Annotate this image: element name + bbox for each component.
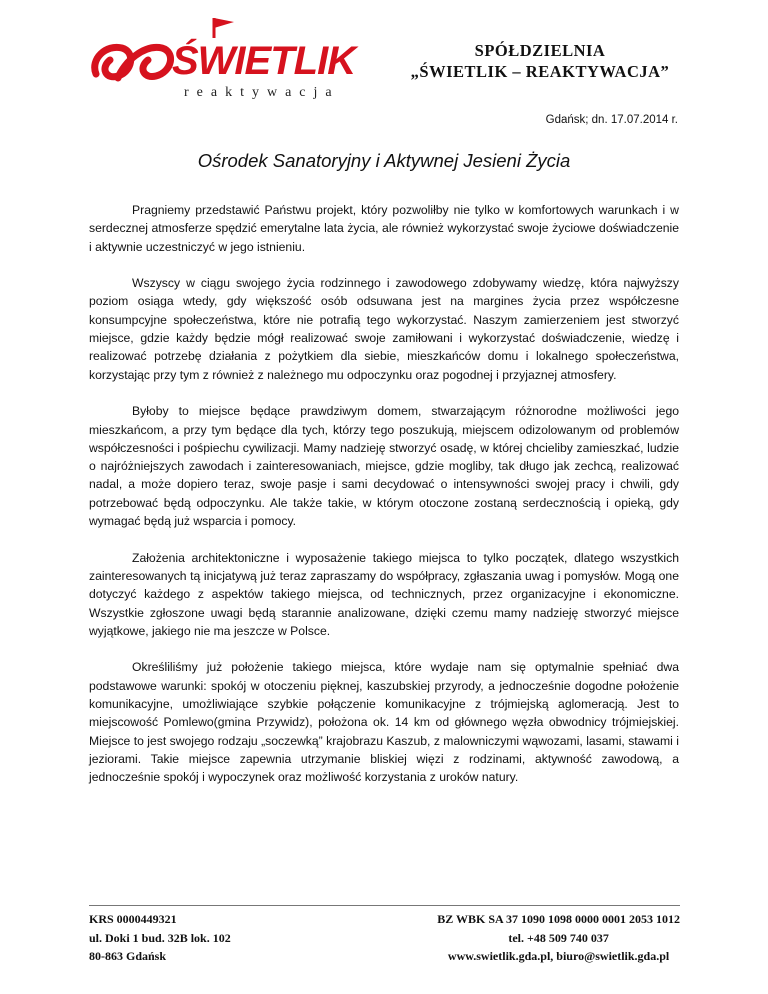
logo-brand-text: ŚWIETLIK [172, 39, 356, 83]
letter-date: Gdańsk; dn. 17.07.2014 r. [545, 114, 678, 126]
flag-icon [214, 18, 234, 38]
footer-bank-account: BZ WBK SA 37 1090 1098 0000 0001 2053 1012 [437, 912, 680, 926]
paragraph: Określiliśmy już położenie takiego miejsca, które wydaje nam się optymalnie spełniać dwa podstawowe warunki: spokój w otoczeniu pięknej, kaszubskiej przyrody, a jednocześnie dogodne położenie komunikacyjne, umożliwiające szybkie połączenie komunikacyjne z trójmiejską aglomeracją. Jest to miejscowość Pomlewo(gmina Przywidz), położona ok. 14 km od głównego węzła obwodnicy trójmiejskiej. Miejsce to jest swojego rodzaju „soczewką” krajobrazu Kaszub, z malowniczymi wąwozami, lasami, stawami i jeziorami. Takie miejsce zapewnia utrzymanie bliskiej więzi z rodzinami, aktywność zawodową, a jednocześnie spokój i wypoczynek oraz możliwość korzystania z uroków natury. [89, 660, 679, 785]
footer-registration-info [89, 910, 231, 966]
footer-divider [89, 905, 680, 906]
footer-krs: KRS 0000449321 [89, 912, 177, 926]
paragraph: Wszyscy w ciągu swojego życia rodzinnego i zawodowego zdobywamy wiedzę, która najwyższy poziom osiąga wtedy, gdy większość osób odsuwana jest na margines życia przez współczesne konsumpcyjne społeczeństwa, które nie potrafią tego wykorzystać. Naszym zamierzeniem jest stworzyć miejsce, gdzie każdy będzie mógł realizować swoje zamiłowani i wykorzystać doświadczenie, wiedzę i realizować potrzebę działania z pożytkiem dla siebie, mieszkańców domu i lokalnego społeczeństwa, korzystając przy tym z również z należnego mu odpoczynku oraz pogodnej i przyjaznej atmosfery. [89, 276, 679, 382]
paragraph: Byłoby to miejsce będące prawdziwym domem, stwarzającym różnorodne możliwości jego mieszkańcom, a przy tym będące dla tych, którzy tego poszukują, miejscem odizolowanym od problemów współczesności i pośpiechu cywilizacji. Mamy nadzieję stworzyć osadę, w której chcieliby zamieszkać, ludzie o najróżniejszych zawodach i zainteresowaniach, miejsce, gdzie mogliby, tak długo jak zechcą, realizować nadal, a może dopiero teraz, swoje pasje i sami decydować o intensywności swojej pracy i chwili, gdy potrzebować będą odpoczynku. Ale także takie, w którym otoczone zostaną serdecznością i opieką, gdy wymagać będą już wsparcia i pomocy. [89, 404, 679, 529]
footer-web-email[interactable]: www.swietlik.gda.pl, biuro@swietlik.gda.pl [447, 949, 670, 963]
org-line-2: „ŚWIETLIK – REAKTYWACJA” [410, 62, 670, 81]
paragraph: Pragniemy przedstawić Państwu projekt, który pozwoliłby nie tylko w komfortowych warunkach i w serdecznej atmosferze spędzić emerytalne lata życia, ale również wykorzystać swoje życiowe doświadczenie i aktywnie uczestniczyć w jego istnieniu. [89, 203, 679, 254]
footer-city: 80-863 Gdańsk [89, 949, 167, 963]
footer-phone: tel. +48 509 740 037 [508, 930, 609, 945]
org-line-1: SPÓŁDZIELNIA [474, 41, 606, 60]
document-title: Ośrodek Sanatoryjny i Aktywnej Jesieni Życia [197, 150, 571, 171]
logo-tagline: reaktywacja [184, 85, 340, 100]
swietlik-logo-graphic [88, 14, 356, 104]
organization-name [390, 40, 690, 82]
footer-contact-info [437, 910, 680, 966]
letter-body [89, 201, 679, 805]
logo-mark [95, 47, 171, 78]
footer-street: ul. Doki 1 bud. 32B lok. 102 [89, 930, 231, 945]
swietlik-logo [88, 14, 356, 104]
paragraph: Założenia architektoniczne i wyposażenie takiego miejsca to tylko początek, dlatego wszystkich zainteresowanych tą inicjatywą już teraz zapraszamy do współpracy, zgłaszania uwag i pomysłów. Mogą one dotyczyć każdego z aspektów takiego miejsca, od technicznych, przez organizacyjne i ekonomiczne. Wszystkie zgłoszone uwagi będą starannie analizowane, dzięki czemu mamy nadzieję stworzyć miejsce wyjątkowe, jakiego nie ma jeszcze w Polsce. [89, 550, 679, 638]
